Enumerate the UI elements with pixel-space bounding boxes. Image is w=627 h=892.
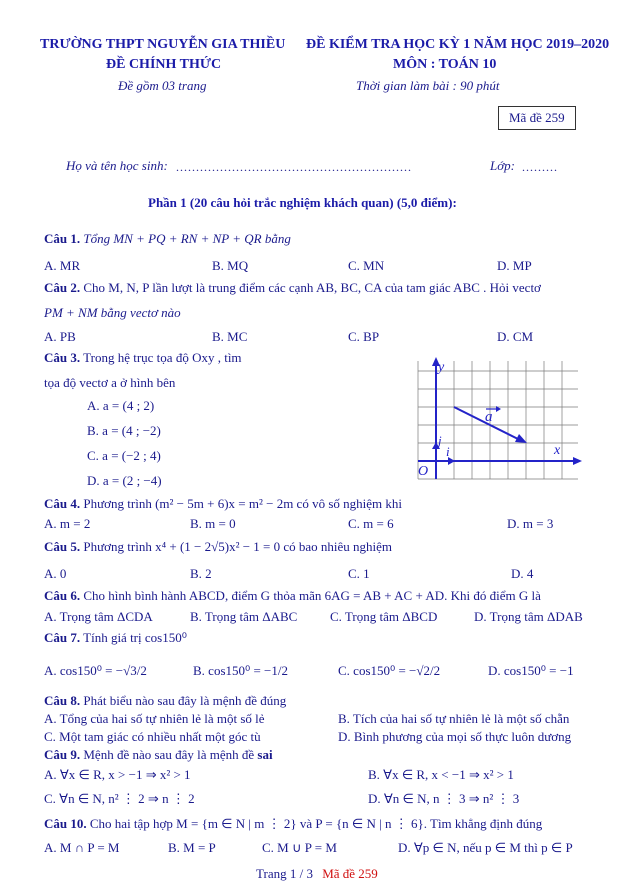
option-b[interactable]: B. M = P (168, 840, 216, 855)
question-label: Câu 9. (44, 747, 81, 762)
student-name-dots: ........................................................... (176, 160, 412, 174)
i-label: i (446, 444, 450, 459)
footer-exam-code: Mã đề 259 (322, 866, 378, 881)
section-title: Phần 1 (20 câu hỏi trắc nghiệm khách quan) (5,0 điểm): (148, 195, 457, 210)
exam-code-box: Mã đề 259 (498, 106, 576, 130)
question-2 (44, 280, 541, 296)
a-label: a (485, 409, 493, 425)
option-b[interactable]: B. Tích của hai số tự nhiên lẻ là một số chẵn (338, 711, 570, 726)
option-d[interactable]: D. 4 (511, 566, 534, 581)
option-d[interactable]: D. CM (497, 329, 534, 344)
option-c[interactable]: C. Một tam giác có nhiều nhất một góc tù (44, 729, 261, 744)
page-number: Trang 1 / 3 (256, 866, 313, 881)
option-a[interactable]: A. Tổng của hai số tự nhiên lẻ là một số lẻ (44, 711, 265, 726)
question-emphasis: sai (257, 747, 273, 762)
option-d[interactable]: D. MP (497, 258, 532, 273)
question-text: Tổng MN + PQ + RN + NP + QR bằng (83, 231, 291, 246)
school-name: TRƯỜNG THPT NGUYỄN GIA THIỀU (40, 37, 286, 52)
question-text: Mệnh đề nào sau đây là mệnh đề (83, 747, 255, 762)
coordinate-figure (408, 355, 584, 485)
option-c[interactable]: C. Trọng tâm ΔBCD (330, 609, 438, 624)
option-c[interactable]: C. a = (−2 ; 4) (87, 448, 161, 463)
question-text: Phát biểu nào sau đây là mệnh đề đúng (83, 693, 287, 708)
option-b[interactable]: B. cos150⁰ = −1/2 (193, 663, 288, 678)
exam-title: ĐỀ KIỂM TRA HỌC KỲ 1 NĂM HỌC 2019–2020 (306, 37, 610, 52)
question-9 (44, 747, 273, 763)
option-d[interactable]: D. m = 3 (507, 516, 554, 531)
question-5 (44, 539, 392, 555)
official-label: ĐỀ CHÍNH THỨC (106, 57, 222, 72)
option-a[interactable]: A. ∀x ∈ R, x > −1 ⇒ x² > 1 (44, 767, 191, 782)
question-text: Trong hệ trục tọa độ Oxy , tìm (83, 350, 242, 365)
option-b[interactable]: B. MC (212, 329, 248, 344)
question-text-cont: tọa độ vectơ a ở hình bên (44, 375, 176, 390)
question-label: Câu 6. (44, 588, 81, 603)
question-text: Tính giá trị cos150⁰ (83, 630, 187, 645)
option-b[interactable]: B. ∀x ∈ R, x < −1 ⇒ x² > 1 (368, 767, 514, 782)
option-b[interactable]: B. MQ (212, 258, 249, 273)
option-d[interactable]: D. ∀p ∈ N, nếu p ∈ M thì p ∈ P (398, 840, 573, 855)
question-text: Phương trình x⁴ + (1 − 2√5)x² − 1 = 0 có bao nhiêu nghiệm (83, 539, 393, 554)
question-label: Câu 5. (44, 539, 81, 554)
x-axis-arrow (573, 457, 582, 465)
question-6 (44, 588, 541, 604)
option-d[interactable]: D. Bình phương của mọi số thực luôn dương (338, 729, 572, 744)
option-b[interactable]: B. 2 (190, 566, 212, 581)
question-label: Câu 3. (44, 350, 81, 365)
question-8 (44, 693, 286, 709)
option-a[interactable]: A. a = (4 ; 2) (87, 398, 155, 413)
y-label: y (438, 360, 445, 375)
option-b[interactable]: B. m = 0 (190, 516, 236, 531)
question-1 (44, 231, 291, 247)
option-c[interactable]: C. BP (348, 329, 380, 344)
option-d[interactable]: D. ∀n ∈ N, n ⋮ 3 ⇒ n² ⋮ 3 (368, 791, 520, 806)
option-c[interactable]: C. cos150⁰ = −√2/2 (338, 663, 441, 678)
question-text: Phương trình (m² − 5m + 6)x = m² − 2m có vô số nghiệm khi (83, 496, 402, 511)
exam-time: Thời gian làm bài : 90 phút (356, 78, 500, 93)
question-10 (44, 816, 542, 832)
class-dots: ......... (522, 160, 558, 174)
question-label: Câu 2. (44, 280, 81, 295)
option-c[interactable]: C. MN (348, 258, 385, 273)
student-name-label: Họ và tên học sinh: (66, 158, 168, 173)
question-text: Cho hình bình hành ABCD, điểm G thỏa mãn 6AG = AB + AC + AD. Khi đó điểm G là (83, 588, 541, 603)
question-3 (44, 350, 242, 366)
page-count: Đề gồm 03 trang (118, 78, 207, 93)
option-a[interactable]: A. M ∩ P = M (44, 840, 120, 855)
option-a[interactable]: A. 0 (44, 566, 67, 581)
option-c[interactable]: C. M ∪ P = M (262, 840, 337, 855)
option-c[interactable]: C. m = 6 (348, 516, 394, 531)
option-b[interactable]: B. a = (4 ; −2) (87, 423, 161, 438)
question-7 (44, 630, 187, 646)
option-d[interactable]: D. a = (2 ; −4) (87, 473, 162, 488)
question-label: Câu 1. (44, 231, 81, 246)
question-text: Cho hai tập hợp M = {m ∈ N | m ⋮ 2} và P = {n ∈ N | n ⋮ 6}. Tìm khẳng định đúng (89, 816, 543, 831)
question-text: Cho M, N, P lần lượt là trung điểm các cạnh AB, BC, CA của tam giác ABC . Hỏi vectơ (83, 280, 541, 295)
option-c[interactable]: C. ∀n ∈ N, n² ⋮ 2 ⇒ n ⋮ 2 (44, 791, 195, 806)
question-label: Câu 8. (44, 693, 81, 708)
page-footer (256, 866, 378, 882)
option-a[interactable]: A. PB (44, 329, 76, 344)
option-a[interactable]: A. MR (44, 258, 81, 273)
origin-label: O (418, 464, 429, 479)
question-label: Câu 10. (44, 816, 87, 831)
option-a[interactable]: A. cos150⁰ = −√3/2 (44, 663, 147, 678)
question-4 (44, 496, 402, 512)
question-text-cont: PM + NM bằng vectơ nào (44, 305, 181, 320)
option-d[interactable]: D. cos150⁰ = −1 (488, 663, 574, 678)
question-label: Câu 7. (44, 630, 81, 645)
option-a[interactable]: A. Trọng tâm ΔCDA (44, 609, 153, 624)
class-label: Lớp: (490, 158, 515, 173)
option-b[interactable]: B. Trọng tâm ΔABC (190, 609, 298, 624)
question-label: Câu 4. (44, 496, 81, 511)
option-a[interactable]: A. m = 2 (44, 516, 91, 531)
subject: MÔN : TOÁN 10 (393, 57, 497, 72)
option-c[interactable]: C. 1 (348, 566, 370, 581)
x-label: x (554, 443, 561, 458)
j-label: j (438, 433, 442, 448)
option-d[interactable]: D. Trọng tâm ΔDAB (474, 609, 583, 624)
